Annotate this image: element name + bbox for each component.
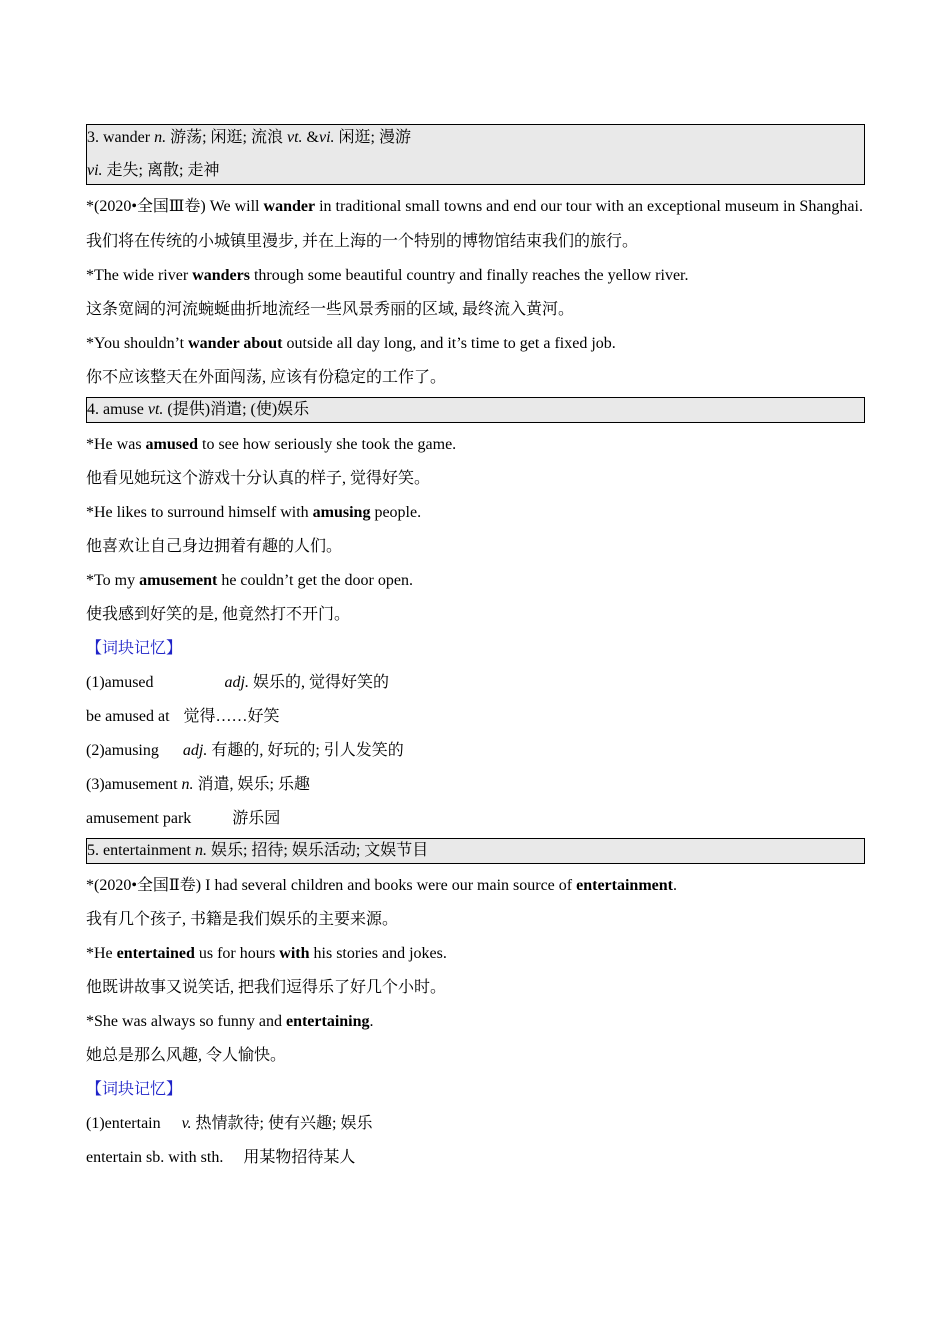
example-sentence: *You shouldn’t wander about outside all day long, and it’s time to get a fixed job. bbox=[86, 335, 616, 352]
translation: 我有几个孩子, 书籍是我们娱乐的主要来源。 bbox=[86, 911, 399, 928]
memo-item: (3)amusement n. 消遣, 娱乐; 乐趣 bbox=[86, 776, 310, 793]
memo-item: (2)amusing adj. 有趣的, 好玩的; 引人发笑的 bbox=[86, 742, 404, 759]
memo-heading: 【词块记忆】 bbox=[86, 1081, 183, 1098]
memo-item: be amused at 觉得……好笑 bbox=[86, 708, 280, 725]
entry-3-line-1: 3. wander n. 游荡; 闲逛; 流浪 vt. &vi. 闲逛; 漫游 bbox=[87, 129, 411, 146]
example-sentence: *She was always so funny and entertaining. bbox=[86, 1013, 374, 1030]
memo-item: (1)entertain v. 热情款待; 使有兴趣; 娱乐 bbox=[86, 1115, 373, 1132]
document-page bbox=[86, 124, 865, 1175]
translation: 你不应该整天在外面闯荡, 应该有份稳定的工作了。 bbox=[86, 369, 447, 386]
example-sentence: *To my amusement he couldn’t get the door open. bbox=[86, 572, 413, 589]
memo-item: (1)amused adj. 娱乐的, 觉得好笑的 bbox=[86, 674, 389, 691]
translation: 我们将在传统的小城镇里漫步, 并在上海的一个特别的博物馆结束我们的旅行。 bbox=[86, 233, 639, 250]
example-sentence: *He entertained us for hours with his stories and jokes. bbox=[86, 945, 447, 962]
translation: 他喜欢让自己身边拥着有趣的人们。 bbox=[86, 538, 343, 555]
example-sentence: *(2020•全国Ⅲ卷) We will wander in traditional small towns and end our tour with an exceptional museum in Shanghai. bbox=[86, 198, 863, 215]
memo-item: entertain sb. with sth. 用某物招待某人 bbox=[86, 1149, 356, 1166]
example-sentence: *He was amused to see how seriously she took the game. bbox=[86, 436, 457, 453]
entry-4-header: 4. amuse vt. (提供)消遣; (使)娱乐 bbox=[86, 397, 865, 423]
translation: 这条宽阔的河流蜿蜒曲折地流经一些风景秀丽的区域, 最终流入黄河。 bbox=[86, 301, 575, 318]
translation: 他既讲故事又说笑话, 把我们逗得乐了好几个小时。 bbox=[86, 979, 447, 996]
example-sentence: *The wide river wanders through some beautiful country and finally reaches the yellow river. bbox=[86, 267, 689, 284]
entry-3-line-2: vi. 走失; 离散; 走神 bbox=[87, 162, 220, 179]
memo-heading: 【词块记忆】 bbox=[86, 640, 183, 657]
example-sentence: *He likes to surround himself with amusing people. bbox=[86, 504, 422, 521]
translation: 她总是那么风趣, 令人愉快。 bbox=[86, 1047, 287, 1064]
entry-5-header: 5. entertainment n. 娱乐; 招待; 娱乐活动; 文娱节目 bbox=[86, 838, 865, 864]
example-sentence: *(2020•全国Ⅱ卷) I had several children and books were our main source of entertainment. bbox=[86, 877, 677, 894]
translation: 他看见她玩这个游戏十分认真的样子, 觉得好笑。 bbox=[86, 470, 431, 487]
translation: 使我感到好笑的是, 他竟然打不开门。 bbox=[86, 606, 351, 623]
memo-item: amusement park 游乐园 bbox=[86, 810, 281, 827]
entry-3-header bbox=[86, 124, 865, 185]
